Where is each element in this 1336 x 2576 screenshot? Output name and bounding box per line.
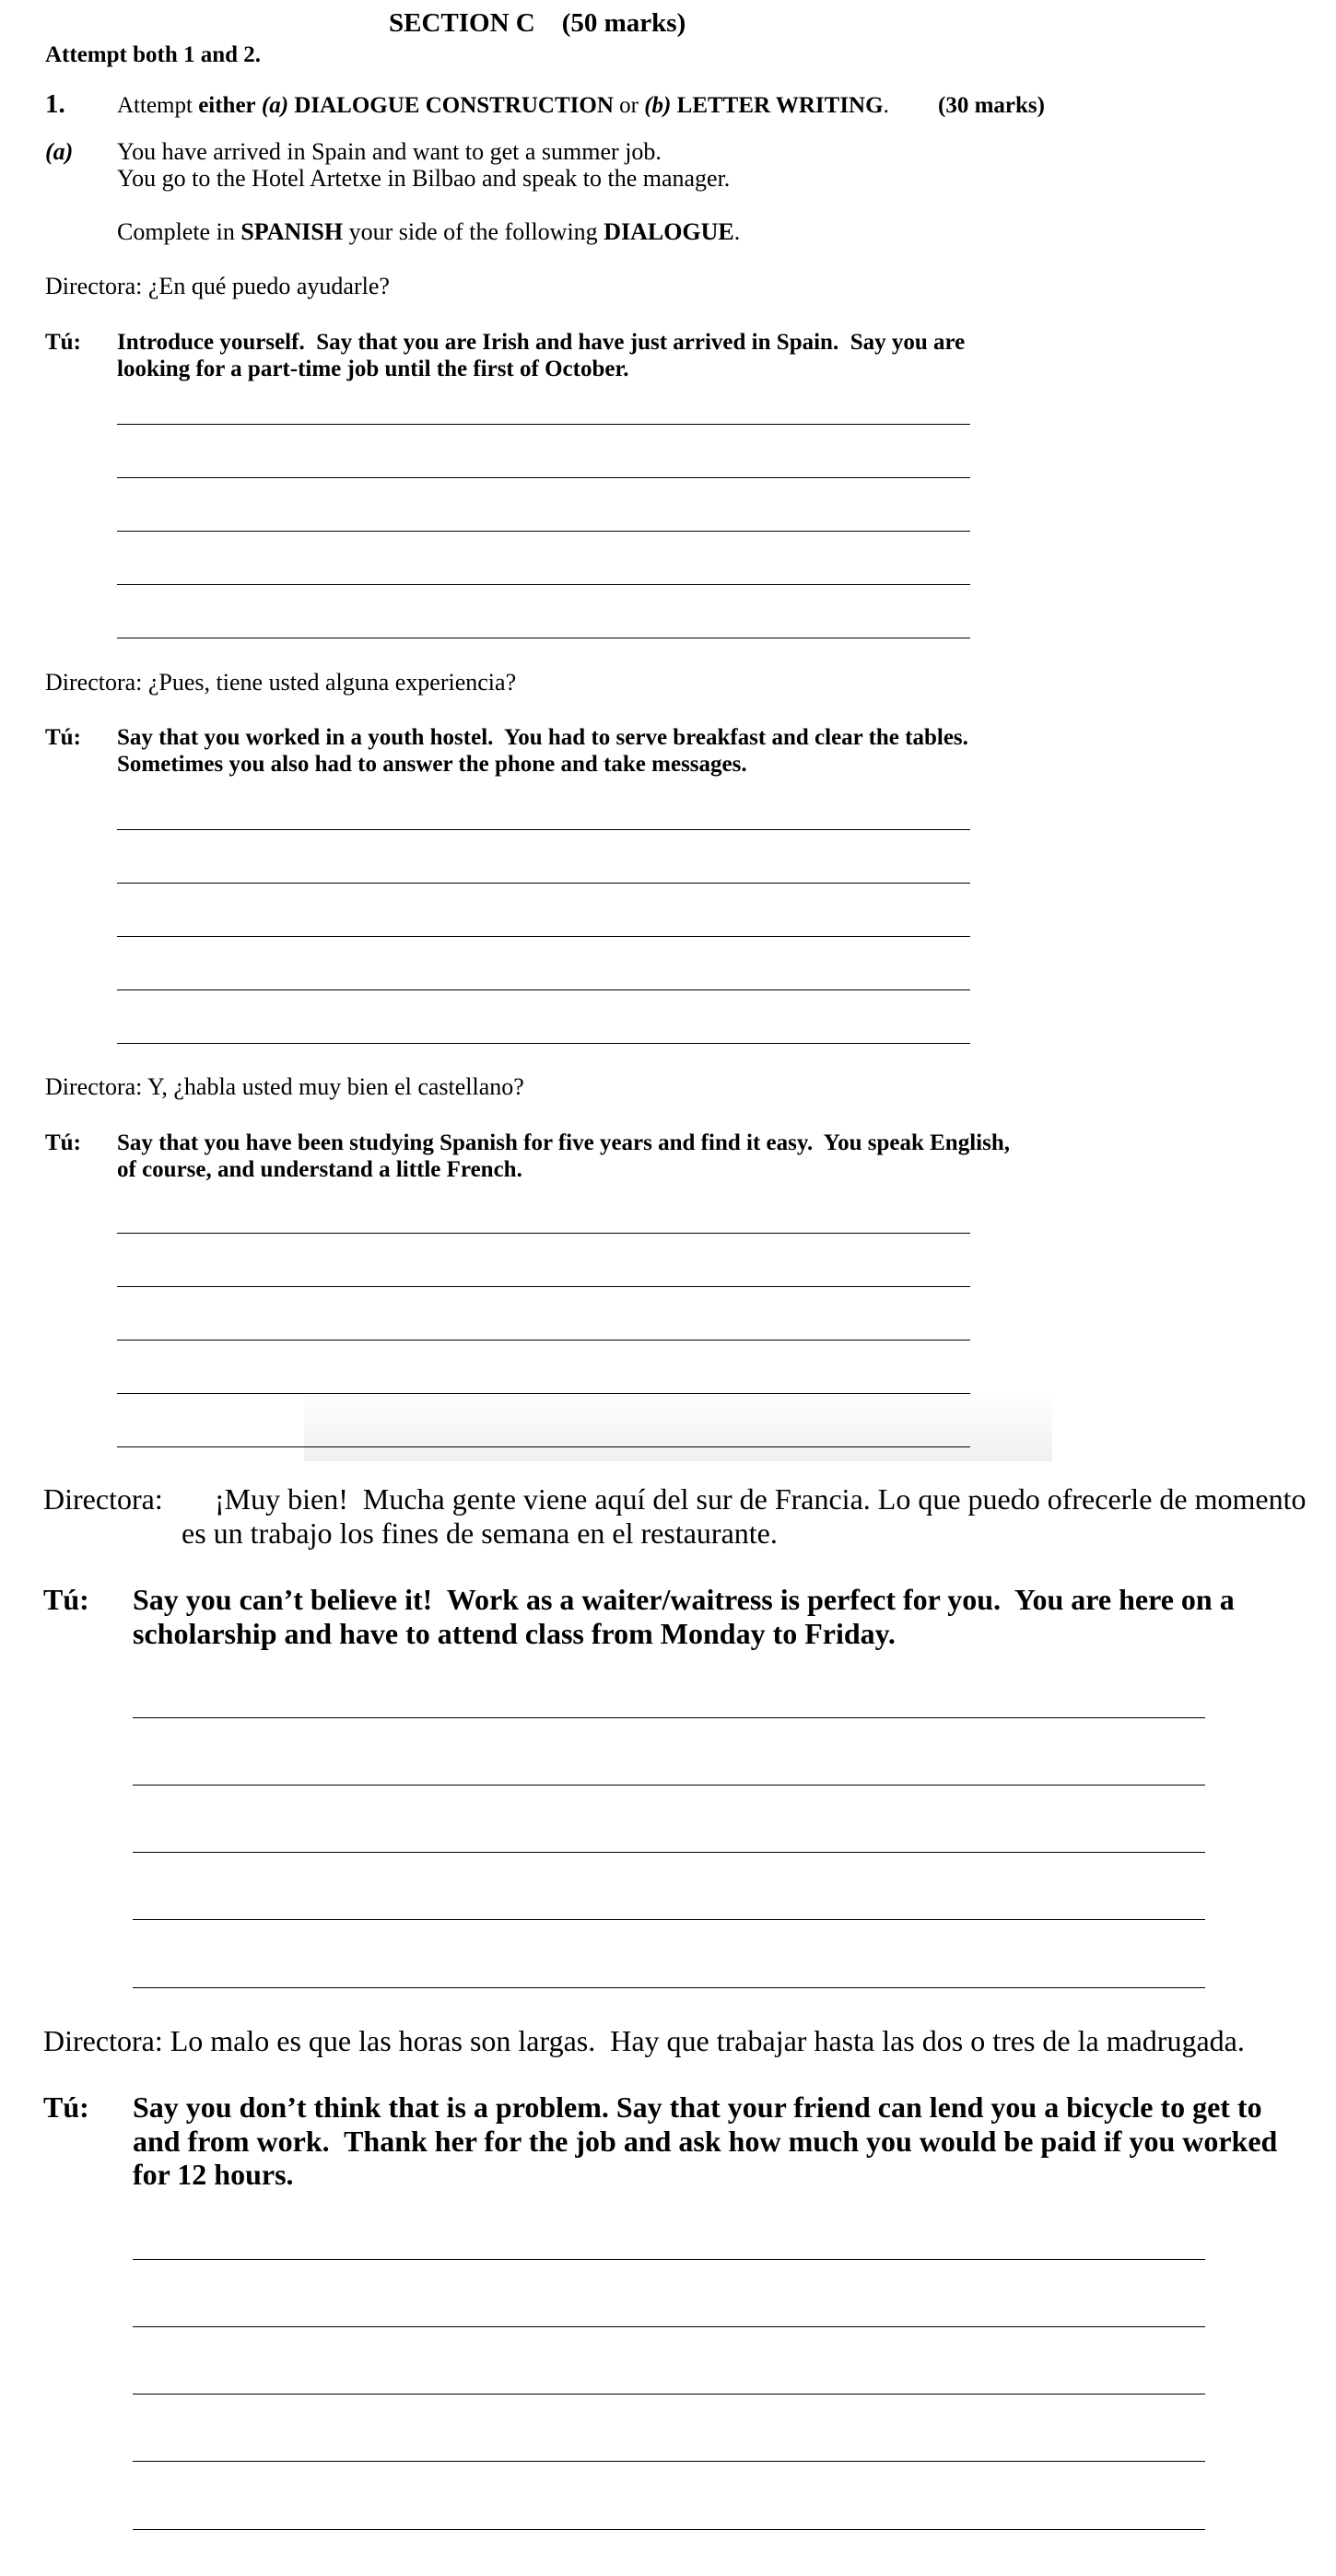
- tu-label: Tú:: [45, 330, 81, 355]
- directora-label: Directora:: [43, 2024, 163, 2057]
- tu-prompt-line-1: Introduce yourself. Say that you are Irish and have just arrived in Spain. Say you are: [117, 330, 966, 355]
- attempt-instruction: Attempt both 1 and 2.: [45, 42, 262, 67]
- complete-pre: Complete in: [117, 218, 241, 245]
- tu-prompt-line-1: Say you don’t think that is a problem. Say that your friend can lend you a bicycle to get to: [133, 2090, 1262, 2124]
- part-label: (a): [45, 138, 74, 165]
- instr-dialogue: DIALOGUE CONSTRUCTION: [294, 93, 614, 118]
- page-join-shadow: [304, 1391, 1052, 1461]
- answer-line[interactable]: [117, 936, 970, 937]
- directora-label: Directora:: [43, 1482, 163, 1516]
- tu-prompt-line-1: Say that you have been studying Spanish for five years and find it easy. You speak English,: [117, 1130, 1010, 1155]
- directora-label: Directora:: [45, 1073, 143, 1100]
- complete-mid: your side of the following: [343, 218, 604, 245]
- question-marks: (30 marks): [938, 93, 1045, 118]
- answer-line[interactable]: [117, 829, 970, 830]
- directora-line: [45, 273, 390, 300]
- answer-line[interactable]: [117, 531, 970, 532]
- tu-prompt-line-2: of course, and understand a little French.: [117, 1157, 522, 1182]
- answer-line[interactable]: [133, 2461, 1205, 2462]
- complete-spanish: SPANISH: [240, 218, 344, 245]
- instr-text: Attempt: [117, 93, 199, 118]
- answer-line[interactable]: [133, 1785, 1205, 1786]
- tu-label: Tú:: [43, 2090, 89, 2124]
- directora-text-line-2: es un trabajo los fines de semana en el restaurante.: [182, 1516, 778, 1550]
- answer-line[interactable]: [117, 1233, 970, 1234]
- scenario-line-1: You have arrived in Spain and want to get a summer job.: [117, 138, 662, 165]
- answer-line[interactable]: [117, 477, 970, 478]
- answer-line[interactable]: [117, 1043, 970, 1044]
- instr-end: .: [883, 93, 889, 118]
- directora-label: Directora:: [45, 273, 143, 299]
- answer-line[interactable]: [117, 424, 970, 425]
- instr-either: either: [198, 93, 256, 118]
- directora-label: Directora:: [45, 669, 143, 696]
- tu-label: Tú:: [43, 1583, 89, 1616]
- tu-prompt-line-1: Say that you worked in a youth hostel. You had to serve breakfast and clear the tables.: [117, 725, 968, 750]
- directora-text: Lo malo es que las horas son largas. Hay que trabajar hasta las dos o tres de la madrugada.: [170, 2024, 1245, 2057]
- directora-text: ¿En qué puedo ayudarle?: [147, 273, 390, 299]
- answer-line[interactable]: [117, 989, 970, 990]
- instr-a: (a): [261, 93, 289, 118]
- complete-end: .: [733, 218, 741, 245]
- directora-line: [45, 669, 516, 697]
- tu-prompt-line-2: Sometimes you also had to answer the phone and take messages.: [117, 752, 747, 777]
- answer-line[interactable]: [117, 1446, 970, 1447]
- complete-dialogue: DIALOGUE: [604, 218, 734, 245]
- tu-label: Tú:: [45, 725, 81, 750]
- answer-line[interactable]: [117, 1340, 970, 1341]
- answer-line[interactable]: [133, 1717, 1205, 1718]
- tu-prompt-line-2: scholarship and have to attend class from Monday to Friday.: [133, 1617, 896, 1650]
- tu-prompt-line-3: for 12 hours.: [133, 2158, 294, 2191]
- directora-text-line-1: ¡Muy bien! Mucha gente viene aquí del sur de Francia. Lo que puedo ofrecerle de momento: [215, 1482, 1307, 1516]
- tu-prompt-line-2: looking for a part-time job until the first of October.: [117, 357, 629, 381]
- answer-line[interactable]: [133, 2529, 1205, 2530]
- answer-line[interactable]: [133, 2259, 1205, 2260]
- section-title: SECTION C (50 marks): [389, 8, 686, 38]
- answer-line[interactable]: [133, 2394, 1205, 2395]
- instr-or: or: [613, 93, 645, 118]
- question-number: 1.: [45, 89, 65, 119]
- answer-line[interactable]: [133, 2326, 1205, 2327]
- answer-line[interactable]: [133, 1987, 1205, 1988]
- complete-instruction: [117, 218, 740, 246]
- scenario-line-2: You go to the Hotel Artetxe in Bilbao and speak to the manager.: [117, 165, 731, 192]
- tu-prompt-line-2: and from work. Thank her for the job and ask how much you would be paid if you worked: [133, 2125, 1278, 2158]
- directora-line: [43, 2024, 1245, 2057]
- answer-line[interactable]: [133, 1919, 1205, 1920]
- directora-line: [45, 1073, 524, 1101]
- instr-b: (b): [644, 93, 672, 118]
- directora-text: Y, ¿habla usted muy bien el castellano?: [146, 1073, 524, 1100]
- tu-label: Tú:: [45, 1130, 81, 1155]
- answer-line[interactable]: [117, 1286, 970, 1287]
- answer-line[interactable]: [117, 883, 970, 884]
- answer-line[interactable]: [133, 1852, 1205, 1853]
- directora-text: ¿Pues, tiene usted alguna experiencia?: [147, 669, 517, 696]
- question-instruction: [117, 92, 889, 119]
- answer-line[interactable]: [117, 584, 970, 585]
- tu-prompt-line-1: Say you can’t believe it! Work as a waiter/waitress is perfect for you. You are here on a: [133, 1583, 1235, 1616]
- instr-letter: LETTER WRITING: [676, 93, 884, 118]
